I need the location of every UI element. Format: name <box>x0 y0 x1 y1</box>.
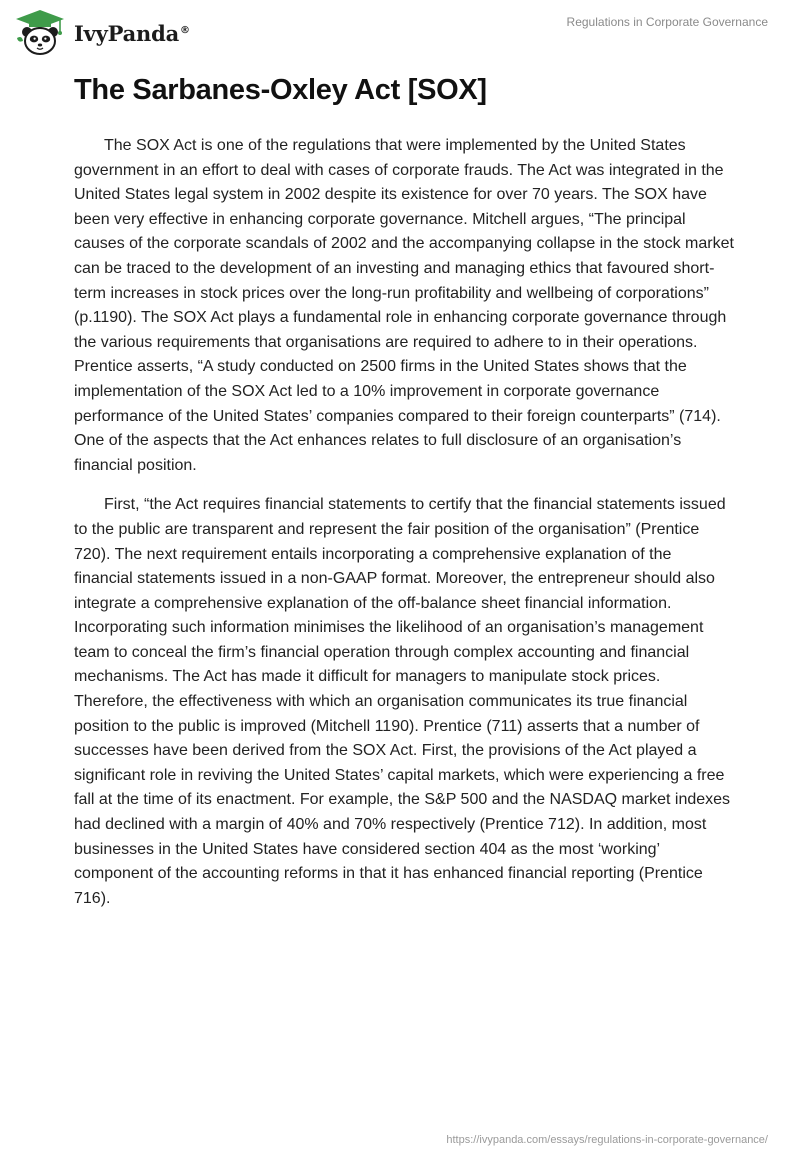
paragraph: The SOX Act is one of the regulations that were implemented by the United States government in an effort to deal with cases of corporate frauds. The Act was integrated in the United States legal system in 2002 despite its existence for over 70 years. The SOX have been very effective in enhancing corporate governance. Mitchell argues, “The principal causes of the corporate scandals of 2002 and the accompanying collapse in the stock market can be traced to the development of an investing and managing ethics that favoured short-term increases in stock prices over the long-run profitability and wellbeing of corporations” (p.1190). The SOX Act plays a fundamental role in enhancing corporate governance through the various requirements that organisations are required to adhere to in their operations. Prentice asserts, “A study conducted on 2500 firms in the United States shows that the implementation of the SOX Act led to a 10% improvement in corporate governance performance of the United States’ companies compared to their foreign counterparts” (714). One of the aspects that the Act enhances relates to full disclosure of an organisation’s financial position. <box>74 137 734 474</box>
ivypanda-logo[interactable] <box>14 8 190 56</box>
article-title: The Sarbanes-Oxley Act [SOX] <box>74 74 487 106</box>
registered-mark: ® <box>180 24 190 36</box>
paragraph: First, “the Act requires financial statements to certify that the financial statements issued to the public are transparent and represent the fair position of the organisation” (Prentice 720). The next requirement entails incorporating a comprehensive explanation of the financial statements issued in a non-GAAP format. Moreover, the entrepreneur should also integrate a comprehensive explanation of the off-balance sheet financial information. Incorporating such information minimises the likelihood of an organisation’s management team to conceal the firm’s financial operation through complex accounting and financial mechanisms. The Act has made it difficult for managers to manipulate stock prices. Therefore, the effectiveness with which an organisation communicates its true financial position to the public is improved (Mitchell 1190). Prentice (711) asserts that a number of successes have been derived from the SOX Act. First, the provisions of the Act played a significant role in reviving the United States’ capital markets, which were experiencing a free fall at the time of its enactment. For example, the S&P 500 and the NASDAQ market indexes had declined with a margin of 40% and 70% respectively (Prentice 712). In addition, most businesses in the United States have considered section 404 as the most ‘working’ component of the accounting reforms in that it has enhanced financial reporting (Prentice 716). <box>74 496 731 907</box>
source-url[interactable]: https://ivypanda.com/essays/regulations-in-corporate-governance/ <box>446 1134 768 1146</box>
panda-graduate-icon <box>14 8 66 56</box>
page-header <box>0 0 800 60</box>
article-body <box>74 134 734 926</box>
running-title: Regulations in Corporate Governance <box>566 15 768 29</box>
brand-name: IvyPanda® <box>74 20 190 46</box>
